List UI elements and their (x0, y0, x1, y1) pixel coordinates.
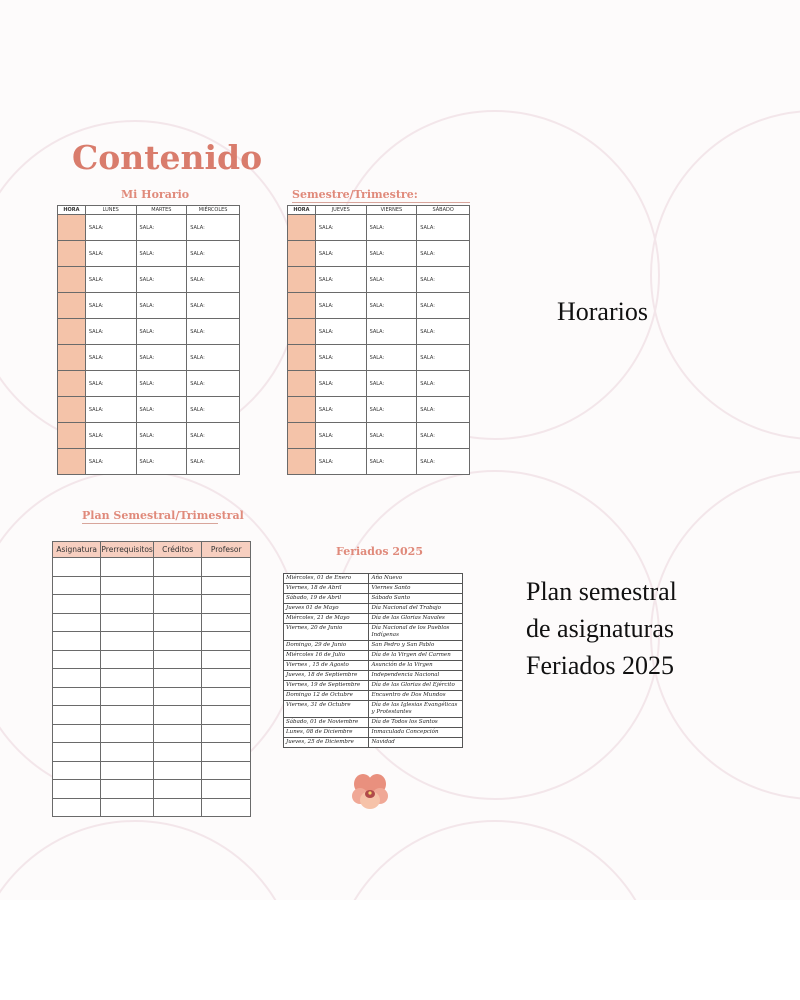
plan-row (53, 669, 251, 688)
schedule-header-row (288, 206, 470, 215)
hour-cell (288, 215, 316, 241)
sala-cell: SALA: (417, 345, 470, 371)
plan-row (53, 706, 251, 725)
schedule-row (288, 397, 470, 423)
plan-cell (101, 558, 153, 577)
column-header: HORA (58, 206, 86, 215)
schedule-row (58, 397, 240, 423)
sala-cell: SALA: (85, 319, 136, 345)
sala-cell: SALA: (85, 345, 136, 371)
plan-cell (153, 595, 202, 614)
schedule-row (288, 449, 470, 475)
plan-cell (153, 706, 202, 725)
column-header: MARTES (136, 206, 187, 215)
plan-cell (53, 632, 101, 651)
plan-cell (101, 706, 153, 725)
sala-cell: SALA: (136, 345, 187, 371)
holiday-date: Miércoles 16 de Julio (284, 651, 369, 661)
plan-cell (202, 669, 251, 688)
schedule-row (58, 215, 240, 241)
column-header: Profesor (202, 542, 251, 558)
holiday-date: Sábado, 01 de Noviembre (284, 718, 369, 728)
sala-cell: SALA: (366, 267, 417, 293)
sala-cell: SALA: (417, 397, 470, 423)
hour-cell (58, 397, 86, 423)
sala-cell: SALA: (366, 215, 417, 241)
plan-cell (153, 613, 202, 632)
holiday-date: Sábado, 19 de Abril (284, 594, 369, 604)
sala-cell: SALA: (366, 241, 417, 267)
plan-cell (153, 743, 202, 762)
holiday-row (284, 661, 463, 671)
holiday-date: Jueves, 18 de Septiembre (284, 671, 369, 681)
holiday-date: Viernes, 20 de Junio (284, 624, 369, 641)
plan-cell (202, 595, 251, 614)
sala-cell: SALA: (366, 397, 417, 423)
schedule-row (58, 423, 240, 449)
plan-table (52, 541, 251, 817)
plan-row (53, 687, 251, 706)
feriados-table (283, 573, 463, 748)
sala-cell: SALA: (187, 215, 240, 241)
sala-cell: SALA: (366, 345, 417, 371)
holiday-name: Independencia Nacional (369, 671, 463, 681)
holiday-date: Domingo, 29 de Junio (284, 641, 369, 651)
sala-cell: SALA: (187, 293, 240, 319)
holiday-date: Jueves, 25 de Diciembre (284, 738, 369, 748)
plan-cell (153, 669, 202, 688)
sala-cell: SALA: (85, 241, 136, 267)
holiday-date: Miércoles, 21 de Mayo (284, 614, 369, 624)
sala-cell: SALA: (366, 293, 417, 319)
plan-cell (202, 558, 251, 577)
plan-cell (53, 558, 101, 577)
holiday-name: Día de las Glorias del Ejército (369, 681, 463, 691)
sala-cell: SALA: (417, 423, 470, 449)
column-header: Asignatura (53, 542, 101, 558)
column-header: MIÉRCOLES (187, 206, 240, 215)
sala-cell: SALA: (187, 423, 240, 449)
plan-cell (101, 743, 153, 762)
plan-cell (101, 724, 153, 743)
hour-cell (288, 241, 316, 267)
schedule-row (288, 345, 470, 371)
plan-row (53, 595, 251, 614)
schedule-row (288, 423, 470, 449)
plan-header-row (53, 542, 251, 558)
holiday-date: Viernes, 31 de Octubre (284, 701, 369, 718)
holiday-name: Día de las Glorias Navales (369, 614, 463, 624)
label-plan-line1: Plan semestral (526, 577, 677, 606)
plan-cell (202, 613, 251, 632)
sala-cell: SALA: (187, 319, 240, 345)
sala-cell: SALA: (366, 371, 417, 397)
label-horarios: Horarios (557, 297, 648, 326)
sala-cell: SALA: (315, 397, 366, 423)
holiday-name: Inmaculada Concepción (369, 728, 463, 738)
plan-row (53, 576, 251, 595)
holiday-row (284, 624, 463, 641)
schedule-table-2 (287, 205, 470, 475)
column-header: HORA (288, 206, 316, 215)
plan-row (53, 743, 251, 762)
plan-cell (53, 613, 101, 632)
sala-cell: SALA: (187, 267, 240, 293)
plan-cell (101, 761, 153, 780)
hour-cell (58, 319, 86, 345)
sala-cell: SALA: (315, 267, 366, 293)
holiday-row (284, 614, 463, 624)
sala-cell: SALA: (85, 423, 136, 449)
sala-cell: SALA: (417, 241, 470, 267)
label-plan-line3: Feriados 2025 (526, 651, 675, 680)
column-header: Créditos (153, 542, 202, 558)
schedule-row (58, 449, 240, 475)
hour-cell (58, 241, 86, 267)
sala-cell: SALA: (417, 267, 470, 293)
holiday-row (284, 594, 463, 604)
plan-cell (53, 761, 101, 780)
schedule1-title: Mi Horario (121, 188, 190, 201)
holiday-name: Sábado Santo (369, 594, 463, 604)
plan-cell (153, 632, 202, 651)
sala-cell: SALA: (366, 449, 417, 475)
holiday-row (284, 584, 463, 594)
schedule-row (58, 319, 240, 345)
holiday-name: San Pedro y San Pablo (369, 641, 463, 651)
schedule-row (288, 267, 470, 293)
sala-cell: SALA: (366, 423, 417, 449)
holiday-name: Día de Todos los Santos (369, 718, 463, 728)
schedule-row (288, 319, 470, 345)
hour-cell (288, 397, 316, 423)
schedule-row (58, 267, 240, 293)
holiday-row (284, 574, 463, 584)
sala-cell: SALA: (315, 345, 366, 371)
holiday-row (284, 681, 463, 691)
pansy-flower-icon (352, 772, 388, 812)
plan-title: Plan Semestral/Trimestral (82, 509, 244, 522)
hour-cell (288, 423, 316, 449)
sala-cell: SALA: (136, 423, 187, 449)
sala-cell: SALA: (85, 397, 136, 423)
holiday-row (284, 691, 463, 701)
holiday-row (284, 641, 463, 651)
plan-cell (202, 576, 251, 595)
feriados-title: Feriados 2025 (336, 545, 423, 558)
plan-cell (153, 687, 202, 706)
plan-cell (153, 798, 202, 817)
hour-cell (288, 267, 316, 293)
plan-cell (202, 743, 251, 762)
holiday-name: Navidad (369, 738, 463, 748)
plan-row (53, 650, 251, 669)
hour-cell (288, 293, 316, 319)
sala-cell: SALA: (366, 319, 417, 345)
plan-cell (153, 576, 202, 595)
plan-cell (202, 761, 251, 780)
plan-cell (153, 761, 202, 780)
sala-cell: SALA: (417, 293, 470, 319)
holiday-name: Día de las Iglesias Evangélicas y Protestantes (369, 701, 463, 718)
plan-row (53, 558, 251, 577)
holiday-date: Domingo 12 de Octubre (284, 691, 369, 701)
plan-cell (53, 687, 101, 706)
hour-cell (288, 371, 316, 397)
page-title: Contenido (72, 138, 263, 177)
plan-cell (53, 576, 101, 595)
plan-cell (202, 687, 251, 706)
sala-cell: SALA: (417, 371, 470, 397)
hour-cell (58, 267, 86, 293)
schedule2-title: Semestre/Trimestre: (292, 188, 470, 203)
holiday-row (284, 671, 463, 681)
plan-row (53, 632, 251, 651)
holiday-name: Día de la Virgen del Carmen (369, 651, 463, 661)
plan-cell (153, 558, 202, 577)
column-header: JUEVES (315, 206, 366, 215)
hour-cell (58, 215, 86, 241)
plan-cell (53, 798, 101, 817)
sala-cell: SALA: (85, 371, 136, 397)
sala-cell: SALA: (136, 371, 187, 397)
hour-cell (288, 345, 316, 371)
schedule-row (58, 293, 240, 319)
holiday-name: Asunción de la Virgen (369, 661, 463, 671)
holiday-row (284, 718, 463, 728)
sala-cell: SALA: (136, 215, 187, 241)
sala-cell: SALA: (417, 215, 470, 241)
plan-cell (101, 687, 153, 706)
sala-cell: SALA: (417, 319, 470, 345)
plan-row (53, 724, 251, 743)
holiday-row (284, 701, 463, 718)
holiday-name: Encuentro de Dos Mundos (369, 691, 463, 701)
plan-cell (101, 595, 153, 614)
sala-cell: SALA: (187, 345, 240, 371)
sala-cell: SALA: (136, 319, 187, 345)
schedule-header-row (58, 206, 240, 215)
sala-cell: SALA: (187, 397, 240, 423)
plan-cell (53, 595, 101, 614)
sala-cell: SALA: (315, 319, 366, 345)
sala-cell: SALA: (315, 371, 366, 397)
schedule-row (58, 371, 240, 397)
hour-cell (58, 449, 86, 475)
sala-cell: SALA: (85, 293, 136, 319)
plan-cell (202, 780, 251, 799)
holiday-name: Año Nuevo (369, 574, 463, 584)
holiday-name: Día Nacional del Trabajo (369, 604, 463, 614)
hour-cell (58, 423, 86, 449)
hour-cell (288, 449, 316, 475)
plan-cell (202, 650, 251, 669)
hour-cell (58, 345, 86, 371)
sala-cell: SALA: (315, 449, 366, 475)
sala-cell: SALA: (136, 449, 187, 475)
sala-cell: SALA: (136, 241, 187, 267)
plan-row (53, 798, 251, 817)
label-plan-line2: de asignaturas (526, 614, 675, 643)
sala-cell: SALA: (85, 267, 136, 293)
plan-cell (202, 798, 251, 817)
plan-cell (53, 743, 101, 762)
holiday-date: Lunes, 08 de Diciembre (284, 728, 369, 738)
sala-cell: SALA: (315, 293, 366, 319)
watermark-circle (330, 820, 660, 900)
plan-cell (153, 650, 202, 669)
holiday-row (284, 651, 463, 661)
plan-cell (153, 724, 202, 743)
watermark-circle (0, 820, 300, 900)
sala-cell: SALA: (136, 267, 187, 293)
plan-cell (53, 780, 101, 799)
plan-cell (101, 669, 153, 688)
plan-cell (101, 780, 153, 799)
holiday-date: Viernes, 19 de Septiembre (284, 681, 369, 691)
plan-cell (202, 706, 251, 725)
plan-row (53, 613, 251, 632)
schedule-row (288, 293, 470, 319)
plan-cell (53, 650, 101, 669)
sala-cell: SALA: (85, 215, 136, 241)
plan-row (53, 780, 251, 799)
sala-cell: SALA: (187, 371, 240, 397)
sala-cell: SALA: (187, 241, 240, 267)
holiday-row (284, 604, 463, 614)
plan-cell (202, 632, 251, 651)
plan-cell (101, 576, 153, 595)
schedule-row (288, 215, 470, 241)
holiday-date: Jueves 01 de Mayo (284, 604, 369, 614)
sala-cell: SALA: (187, 449, 240, 475)
plan-row (53, 761, 251, 780)
holiday-name: Día Nacional de los Pueblos Indígenas (369, 624, 463, 641)
plan-cell (53, 706, 101, 725)
sala-cell: SALA: (315, 423, 366, 449)
plan-cell (53, 669, 101, 688)
column-header: LUNES (85, 206, 136, 215)
column-header: VIERNES (366, 206, 417, 215)
plan-cell (101, 632, 153, 651)
holiday-date: Viernes, 18 de Abril (284, 584, 369, 594)
plan-cell (153, 780, 202, 799)
schedule-row (288, 241, 470, 267)
column-header: SÁBADO (417, 206, 470, 215)
sala-cell: SALA: (417, 449, 470, 475)
holiday-date: Miércoles, 01 de Enero (284, 574, 369, 584)
sala-cell: SALA: (315, 215, 366, 241)
watermark-circle (650, 110, 800, 440)
sala-cell: SALA: (136, 397, 187, 423)
plan-cell (101, 613, 153, 632)
plan-cell (101, 650, 153, 669)
sala-cell: SALA: (85, 449, 136, 475)
plan-cell (53, 724, 101, 743)
schedule-row (58, 345, 240, 371)
schedule-row (58, 241, 240, 267)
hour-cell (58, 371, 86, 397)
schedule-row (288, 371, 470, 397)
sala-cell: SALA: (315, 241, 366, 267)
sala-cell: SALA: (136, 293, 187, 319)
hour-cell (58, 293, 86, 319)
column-header: Prerrequisitos (101, 542, 153, 558)
schedule-table-1 (57, 205, 240, 475)
hour-cell (288, 319, 316, 345)
holiday-row (284, 738, 463, 748)
plan-cell (202, 724, 251, 743)
holiday-name: Viernes Santo (369, 584, 463, 594)
plan-cell (101, 798, 153, 817)
holiday-date: Viernes , 15 de Agosto (284, 661, 369, 671)
holiday-row (284, 728, 463, 738)
